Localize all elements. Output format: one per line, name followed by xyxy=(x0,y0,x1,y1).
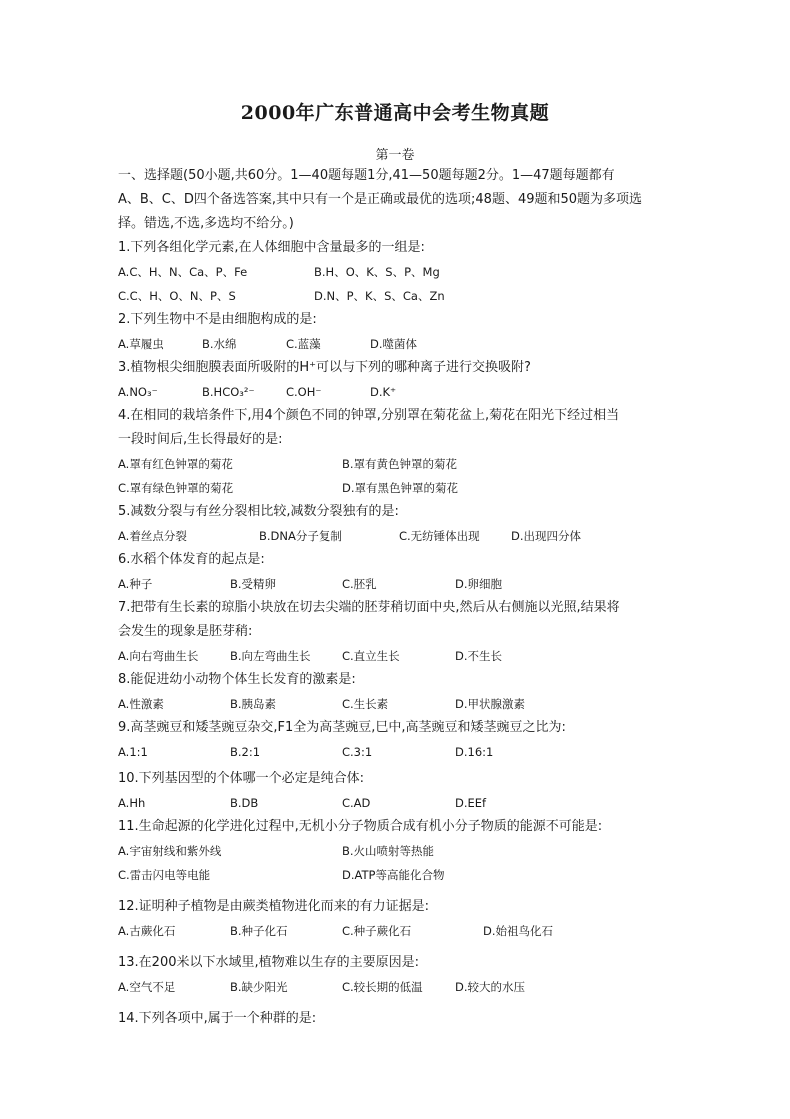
option-a: A.罩有红色钟罩的菊花 xyxy=(118,457,233,471)
option-a: A.Hh xyxy=(118,796,146,810)
question-stem: 2.下列生物中不是由细胞构成的是: xyxy=(118,312,317,327)
option-a: A.种子 xyxy=(118,577,153,591)
option-c: C.直立生长 xyxy=(342,649,400,663)
option-row xyxy=(118,284,678,308)
question-stem: 13.在200米以下水域里,植物难以生存的主要原因是: xyxy=(118,955,419,970)
option-b: B.向左弯曲生长 xyxy=(230,649,311,663)
option-d: D.N、P、K、S、Ca、Zn xyxy=(314,289,445,303)
option-a: A.草履虫 xyxy=(118,337,164,351)
option-row xyxy=(118,975,678,999)
instruction-line: 一、选择题(50小题,共60分。1—40题每题1分,41—50题每题2分。1—47题每题都有 xyxy=(118,168,615,183)
option-c: C.胚乳 xyxy=(342,577,377,591)
option-row xyxy=(118,332,678,356)
option-b: B.火山喷射等热能 xyxy=(342,844,435,858)
option-b: B.2:1 xyxy=(230,745,261,759)
option-c: C.AD xyxy=(342,796,371,810)
option-c: C.蓝藻 xyxy=(286,337,321,351)
option-row xyxy=(118,524,678,548)
option-a: A.古蕨化石 xyxy=(118,924,176,938)
option-row xyxy=(118,380,678,404)
option-a: A.向右弯曲生长 xyxy=(118,649,199,663)
option-a: A.NO₃⁻ xyxy=(118,385,158,399)
option-b: B.种子化石 xyxy=(230,924,288,938)
option-d: D.K⁺ xyxy=(370,385,397,399)
option-c: C.种子蕨化石 xyxy=(342,924,412,938)
option-d: D.不生长 xyxy=(455,649,503,663)
question-stem: 8.能促进幼小动物个体生长发育的激素是: xyxy=(118,672,356,687)
option-row xyxy=(118,692,678,716)
volume-heading: 第一卷 xyxy=(375,148,415,163)
option-row xyxy=(118,791,678,815)
question-content xyxy=(118,164,678,1031)
option-d: D.甲状腺激素 xyxy=(455,697,526,711)
option-d: D.罩有黑色钟罩的菊花 xyxy=(342,481,459,495)
option-c: C.C、H、O、N、P、S xyxy=(118,289,236,303)
question-stem: 12.证明种子植物是由蕨类植物进化而来的有力证据是: xyxy=(118,899,430,914)
question-stem: 3.植物根尖细胞膜表面所吸附的H⁺可以与下列的哪种离子进行交换吸附? xyxy=(118,360,531,375)
option-c: C.3:1 xyxy=(342,745,373,759)
option-d: D.卵细胞 xyxy=(455,577,503,591)
option-b: B.罩有黄色钟罩的菊花 xyxy=(342,457,458,471)
question-stem: 11.生命起源的化学进化过程中,无机小分子物质合成有机小分子物质的能源不可能是: xyxy=(118,819,603,834)
option-c: C.OH⁻ xyxy=(286,385,322,399)
option-d: D.16:1 xyxy=(455,745,494,759)
page-title: 2000年广东普通高中会考生物真题 xyxy=(240,102,550,124)
option-b: B.DB xyxy=(230,796,259,810)
question-stem: 4.在相同的栽培条件下,用4个颜色不同的钟罩,分别罩在菊花盆上,菊花在阳光下经过相当 xyxy=(118,408,620,423)
option-a: A.空气不足 xyxy=(118,980,176,994)
question-stem: 10.下列基因型的个体哪一个必定是纯合体: xyxy=(118,771,365,786)
option-a: A.宇宙射线和紫外线 xyxy=(118,844,222,858)
instruction-line: A、B、C、D四个备选答案,其中只有一个是正确或最优的选项;48题、49题和50题为多项选 xyxy=(118,192,643,207)
option-d: D.EEf xyxy=(455,796,487,810)
question-stem: 1.下列各组化学元素,在人体细胞中含量最多的一组是: xyxy=(118,240,425,255)
option-row xyxy=(118,863,678,887)
option-c: C.生长素 xyxy=(342,697,389,711)
option-d: D.出现四分体 xyxy=(511,529,582,543)
question-stem: 5.减数分裂与有丝分裂相比较,减数分裂独有的是: xyxy=(118,504,399,519)
option-a: A.1:1 xyxy=(118,745,148,759)
option-c: C.无纺锤体出现 xyxy=(399,529,480,543)
option-c: C.较长期的低温 xyxy=(342,980,423,994)
option-b: B.DNA分子复制 xyxy=(259,529,342,543)
instruction-line: 择。错选,不选,多选均不给分。) xyxy=(118,216,294,231)
option-b: B.水绵 xyxy=(202,337,237,351)
option-b: B.HCO₃²⁻ xyxy=(202,385,255,399)
question-stem: 6.水稻个体发育的起点是: xyxy=(118,552,265,567)
option-d: D.始祖鸟化石 xyxy=(483,924,554,938)
question-stem: 7.把带有生长素的琼脂小块放在切去尖端的胚芽稍切面中央,然后从右侧施以光照,结果将 xyxy=(118,600,620,615)
question-stem: 会发生的现象是胚芽稍: xyxy=(118,624,253,639)
option-a: A.性激素 xyxy=(118,697,164,711)
option-row xyxy=(118,740,678,764)
question-stem: 一段时间后,生长得最好的是: xyxy=(118,432,283,447)
option-d: D.ATP等高能化合物 xyxy=(342,868,445,882)
option-b: B.H、O、K、S、P、Mg xyxy=(314,265,440,279)
option-c: C.罩有绿色钟罩的菊花 xyxy=(118,481,234,495)
option-a: A.着丝点分裂 xyxy=(118,529,187,543)
question-stem: 14.下列各项中,属于一个种群的是: xyxy=(118,1011,317,1026)
option-row xyxy=(118,572,678,596)
option-d: D.较大的水压 xyxy=(455,980,526,994)
option-row xyxy=(118,476,678,500)
option-b: B.胰岛素 xyxy=(230,697,277,711)
option-row xyxy=(118,452,678,476)
question-stem: 9.高茎豌豆和矮茎豌豆杂交,F1全为高茎豌豆,巳中,高茎豌豆和矮茎豌豆之比为: xyxy=(118,720,566,735)
option-c: C.雷击闪电等电能 xyxy=(118,868,211,882)
option-a: A.C、H、N、Ca、P、Fe xyxy=(118,265,248,279)
option-row xyxy=(118,260,678,284)
option-b: B.受精卵 xyxy=(230,577,277,591)
option-b: B.缺少阳光 xyxy=(230,980,288,994)
option-d: D.噬菌体 xyxy=(370,337,418,351)
option-row xyxy=(118,644,678,668)
option-row xyxy=(118,839,678,863)
option-row xyxy=(118,919,678,943)
